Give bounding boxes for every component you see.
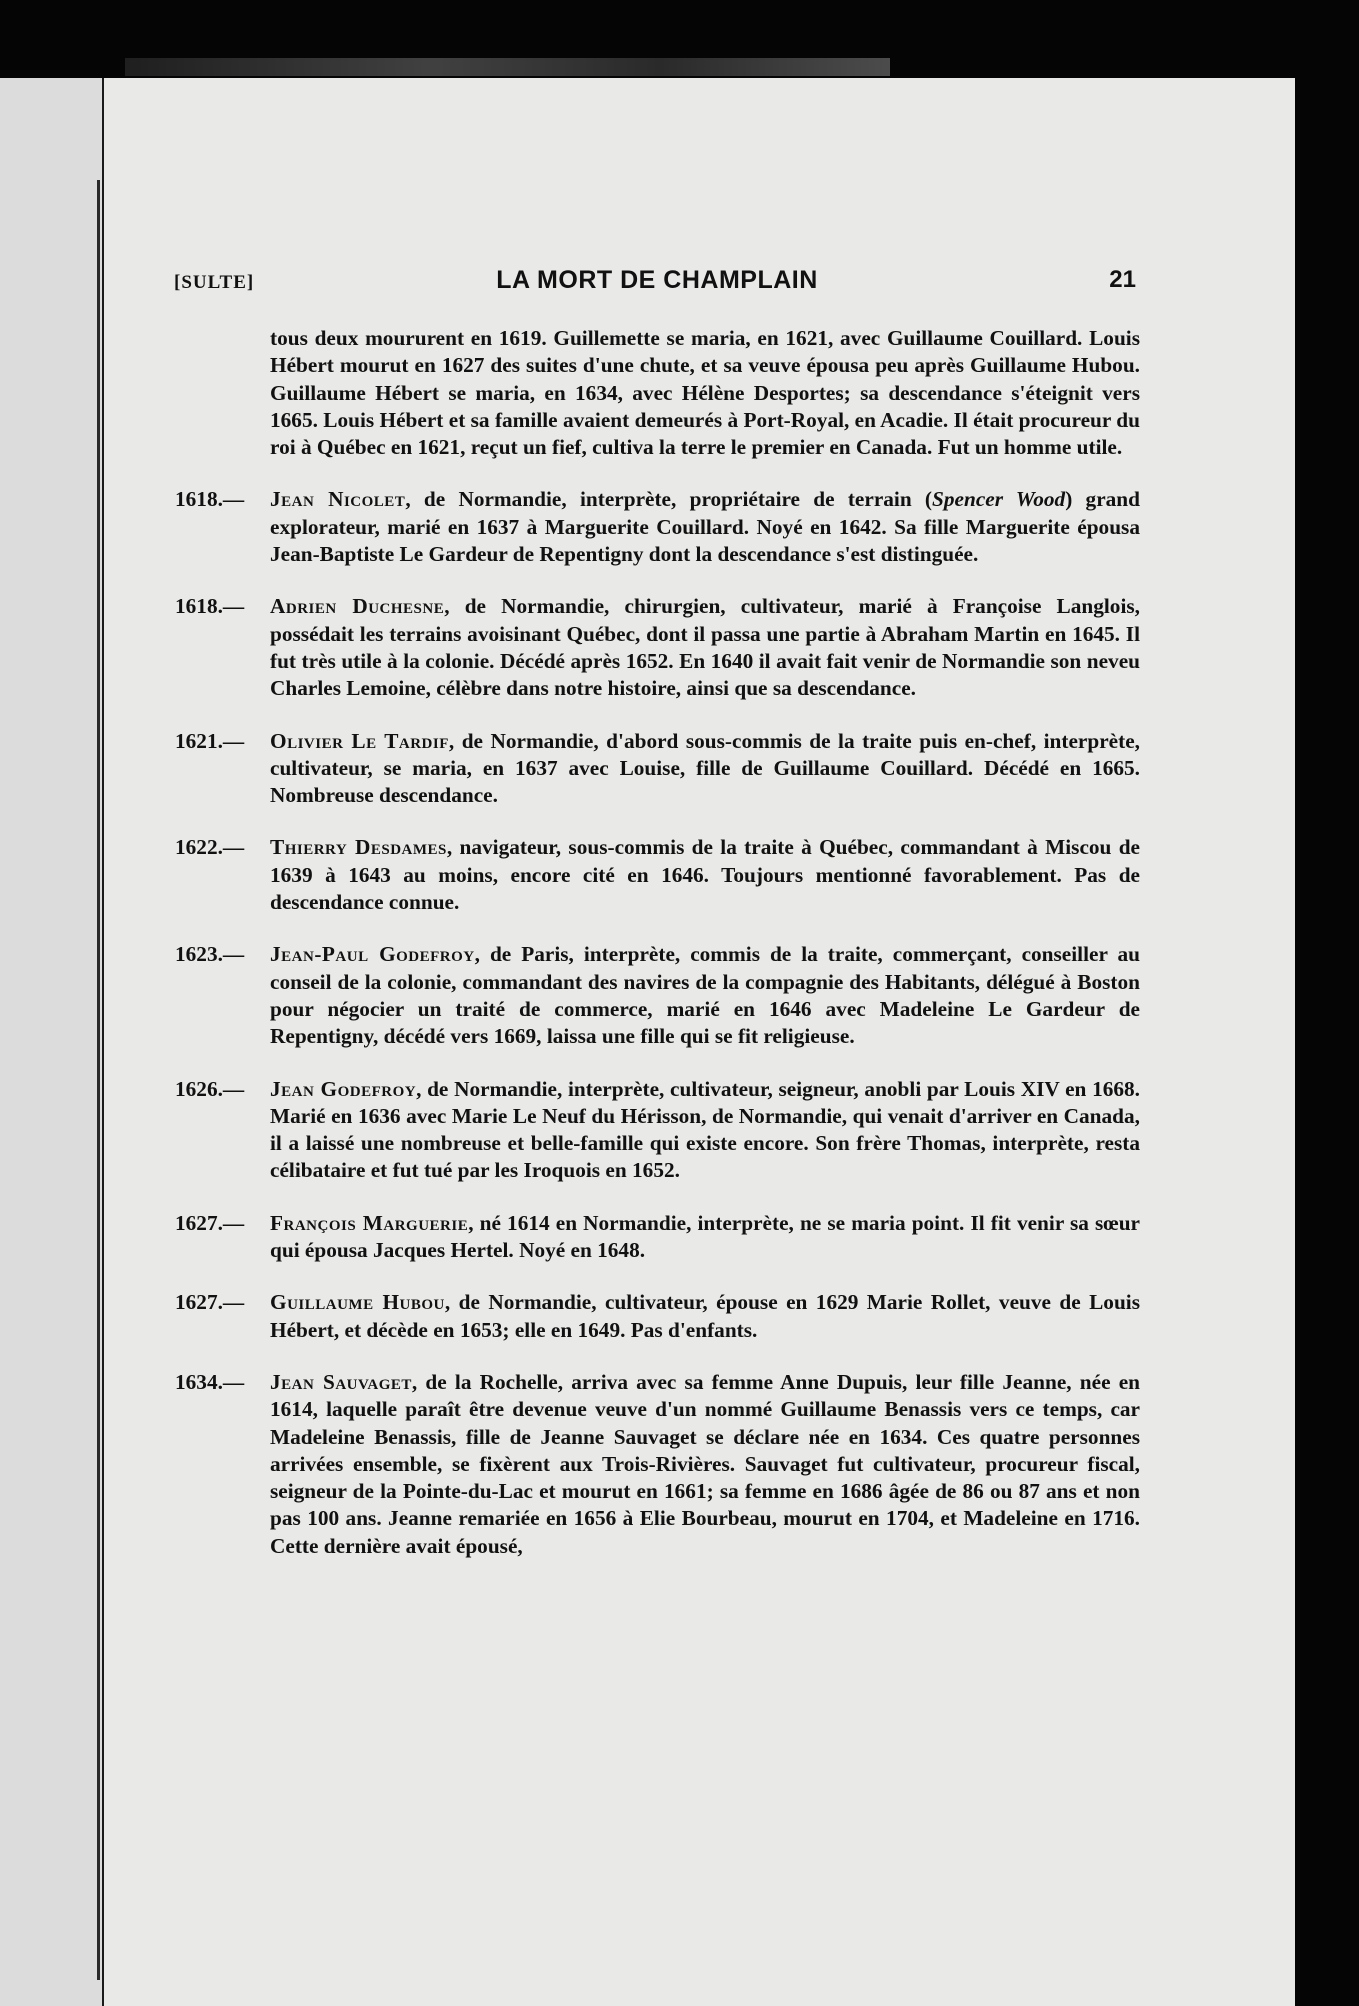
scan-top-edge	[125, 58, 890, 76]
entry-text: , de Normandie, cultivateur, épouse en 1629 Marie Rollet, veuve de Louis Hébert, et décède en 1653; elle en 1649. Pas d'enfants.	[270, 1290, 1140, 1342]
entry-year: 1618.—	[175, 487, 245, 512]
entry-sauvaget	[175, 1369, 1141, 1560]
entry-name: Jean Nicolet	[270, 487, 406, 512]
entry-name: Olivier Le Tardif	[270, 728, 449, 753]
entry-duchesne	[175, 593, 1140, 702]
entry-text: , navigateur, sous-commis de la traite à Québec, commandant à Miscou de 1639 à 1643 au moins, encore cité en 1646. Toujours mentionné favorablement. Pas de descendance connue.	[270, 835, 1140, 915]
entry-text: , de la Rochelle, arriva avec sa femme Anne Dupuis, leur fille Jeanne, née en 1614, laquelle paraît être devenue veuve d'un nommé Guillaume Benassis vers ce temps, car Madeleine Benassis, fille de Jeanne Sauvaget se déclare née en 1634. Ces quatre personnes arrivées ensemble, se fixèrent aux Trois-Rivières. Sauvaget fut cultivateur, procureur fiscal, seigneur de la Pointe-du-Lac et mourut en 1661; sa femme en 1686 âgée de 86 ou 87 ans et non pas 100 ans. Jeanne remariée en 1656 à Elie Bourbeau, mourut en 1704, et Madeleine en 1716. Cette dernière avait épousé,	[270, 1369, 1141, 1558]
entry-italic-text: Spencer Wood	[932, 487, 1066, 512]
entry-name: Jean-Paul Godefroy	[270, 942, 475, 967]
entry-text-pre: , de Normandie, interprète, propriétaire de terrain (	[405, 487, 933, 512]
entry-year: 1622.—	[175, 835, 245, 860]
running-head-title: LA MORT DE CHAMPLAIN	[496, 266, 818, 294]
running-head-author: [SULTE]	[174, 272, 255, 293]
entry-jean-godefroy	[175, 1076, 1140, 1185]
entry-hubou	[175, 1289, 1140, 1344]
entry-year: 1626.—	[175, 1076, 245, 1101]
page-gutter-line	[97, 180, 100, 1980]
entry-name: François Marguerie	[270, 1210, 469, 1235]
entry-jean-paul-godefroy	[175, 941, 1140, 1050]
entry-name: Guillaume Hubou	[270, 1290, 445, 1315]
intro-paragraph: tous deux moururent en 1619. Guillemette se maria, en 1621, avec Guillaume Couillard. Louis Hébert mourut en 1627 des suites d'une chute, et sa veuve épousa peu après Guillaume Hubou. Guillaume Hébert se maria, en 1634, avec Hélène Desportes; sa descendance s'éteignit vers 1665. Louis Hébert et sa famille avaient demeurés à Port-Royal, en Acadie. Il était procureur du roi à Québec en 1621, reçut un fief, cultiva la terre le premier en Canada. Fut un homme utile.	[270, 326, 1140, 460]
entry-le-tardif	[175, 728, 1140, 810]
entry-name: Jean Godefroy	[270, 1076, 417, 1101]
facing-page-edge	[0, 78, 105, 2006]
entry-year: 1618.—	[175, 594, 245, 619]
entry-text: , né 1614 en Normandie, interprète, ne se maria point. Il fit venir sa sœur qui épousa Jacques Hertel. Noyé en 1648.	[270, 1210, 1140, 1263]
page-body	[175, 325, 1141, 1560]
entry-year: 1623.—	[175, 942, 245, 967]
entry-text: , de Paris, interprète, commis de la traite, commerçant, conseiller au conseil de la colonie, commandant des navires de la compagnie des Habitants, délégué à Boston pour négocier un traité de commerce, marié en 1646 avec Madeleine Le Gardeur de Repentigny, décédé vers 1669, laissa une fille qui se fit religieuse.	[270, 942, 1140, 1049]
entry-text: , de Normandie, chirurgien, cultivateur, marié à Françoise Langlois, possédait les terrains avoisinant Québec, dont il passa une partie à Abraham Martin en 1645. Il fut très utile à la colonie. Décédé après 1652. En 1640 il avait fait venir de Normandie son neveu Charles Lemoine, célèbre dans notre histoire, ainsi que sa descendance.	[270, 594, 1140, 701]
entry-year: 1627.—	[175, 1210, 245, 1235]
entry-text: , de Normandie, interprète, cultivateur, seigneur, anobli par Louis XIV en 1668. Marié en 1636 avec Marie Le Neuf du Hérisson, de Normandie, qui venait d'arriver en Canada, il a laissé une nombreuse et belle-famille qui existe encore. Son frère Thomas, interprète, resta célibataire et fut tué par les Iroquois en 1652.	[270, 1076, 1140, 1183]
entry-year: 1634.—	[175, 1369, 245, 1394]
entry-marguerie	[175, 1210, 1140, 1265]
entry-name: Jean Sauvaget	[270, 1369, 412, 1394]
page-number: 21	[1109, 266, 1136, 293]
entry-name: Thierry Desdames	[270, 835, 447, 860]
entry-year: 1627.—	[175, 1290, 245, 1315]
running-head	[174, 262, 1140, 302]
entry-text: ) grand explorateur, marié en 1637 à Marguerite Couillard. Noyé en 1642. Sa fille Marguerite épousa Jean-Baptiste Le Gardeur de Repentigny dont la descendance s'est distinguée.	[270, 487, 1140, 567]
entry-year: 1621.—	[175, 728, 245, 753]
entry-desdames	[175, 834, 1140, 916]
entry-text: , de Normandie, d'abord sous-commis de la traite puis en-chef, interprète, cultivateur, se maria, en 1637 avec Louise, fille de Guillaume Couillard. Décédé en 1665. Nombreuse descendance.	[270, 728, 1140, 808]
entry-name: Adrien Duchesne	[270, 594, 445, 619]
entry-nicolet	[175, 486, 1140, 568]
